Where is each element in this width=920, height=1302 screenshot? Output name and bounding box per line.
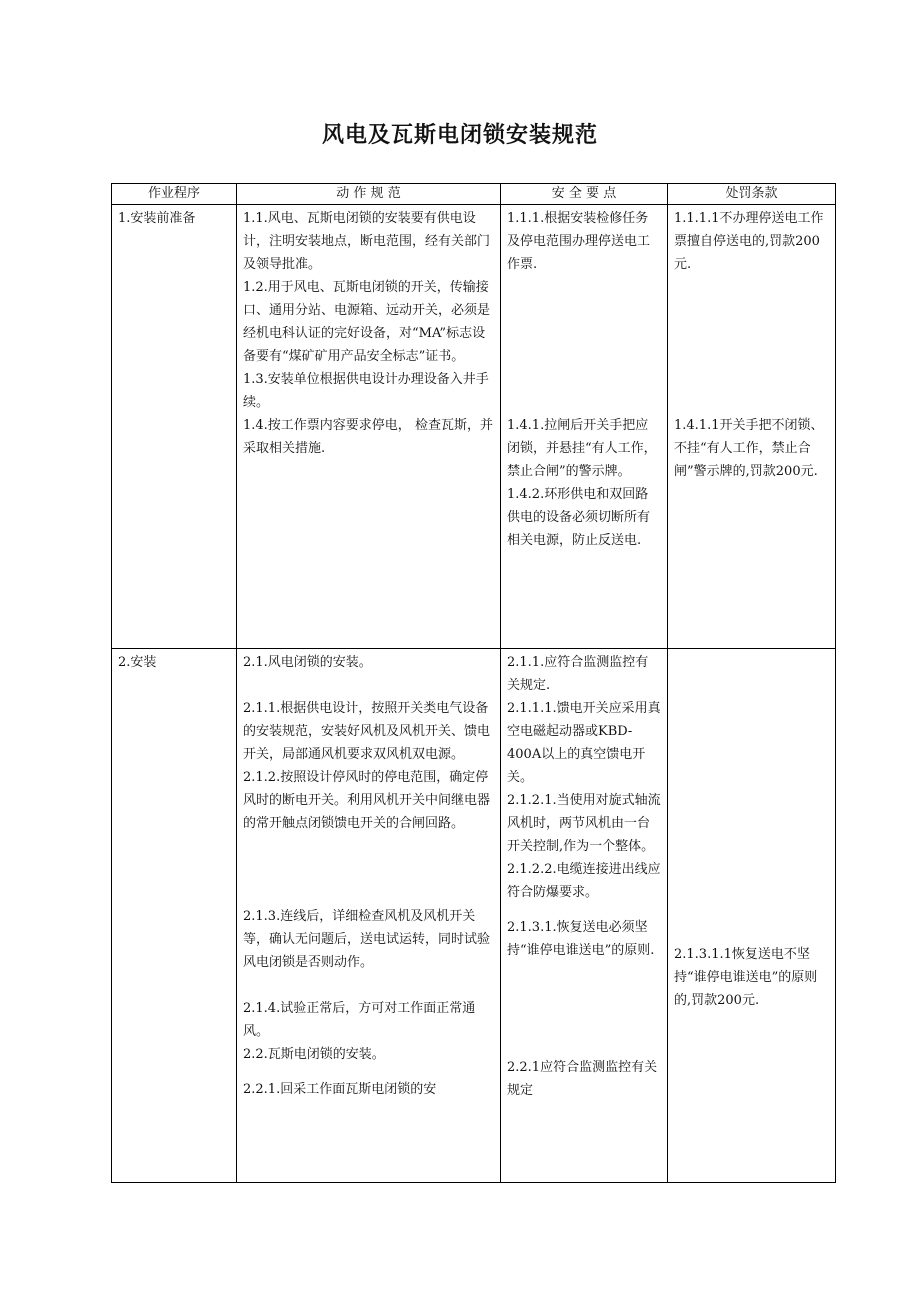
safety-item: 2.1.3.1.恢复送电必须坚持“谁停电谁送电”的原则. <box>507 920 655 958</box>
action-item: 2.1.3.连线后，详细检查风机及风机开关等，确认无问题后，送电试运转，同时试验风电闭锁是否则动作。 <box>243 909 491 970</box>
header-penalty: 处罚条款 <box>668 184 836 205</box>
table-header-row <box>112 184 836 205</box>
safety-cell <box>501 649 668 1183</box>
header-step: 作业程序 <box>112 184 237 205</box>
step-label: 1.安装前准备 <box>118 211 196 226</box>
action-item: 1.4.按工作票内容要求停电， 检查瓦斯，并采取相关措施. <box>243 418 493 456</box>
action-item: 1.1.风电、瓦斯电闭锁的安装要有供电设计，注明安装地点，断电范围，经有关部门及领导批准。 <box>243 211 491 272</box>
safety-cell <box>501 205 668 649</box>
action-item: 2.1.2.按照设计停风时的停电范围，确定停风时的断电开关。利用风机开关中间继电器的常开触点闭锁馈电开关的合闸回路。 <box>243 770 491 831</box>
safety-item: 1.1.1.根据安装检修任务及停电范围办理停送电工作票. <box>507 211 651 272</box>
safety-item: 2.1.1.应符合监测监控有关规定. <box>507 655 649 693</box>
penalty-item: 2.1.3.1.1恢复送电不坚持“谁停电谁送电”的原则的,罚款200元. <box>674 947 818 1008</box>
safety-item: 2.2.1应符合监测监控有关规定 <box>507 1060 658 1098</box>
document-title: 风电及瓦斯电闭锁安装规范 <box>321 123 598 148</box>
penalty-cell <box>668 649 836 1183</box>
action-item: 2.1.4.试验正常后，方可对工作面正常通风。 <box>243 1001 476 1039</box>
safety-item: 2.1.2.1.当使用对旋式轴流风机时，两节风机由一台开关控制,作为一个整体。 <box>507 793 661 854</box>
actions-cell <box>237 649 501 1183</box>
safety-item: 2.1.2.2.电缆连接进出线应符合防爆要求。 <box>507 862 661 900</box>
spec-table <box>111 183 836 1183</box>
table-row <box>112 205 836 649</box>
action-item: 1.3.安装单位根据供电设计办理设备入井手续。 <box>243 372 489 410</box>
actions-cell <box>237 205 501 649</box>
step-cell <box>112 205 237 649</box>
action-item: 2.1.风电闭锁的安装。 <box>243 655 372 670</box>
safety-item: 1.4.2.环形供电和双回路供电的设备必须切断所有相关电源，防止反送电. <box>507 487 651 548</box>
safety-item: 2.1.1.1.馈电开关应采用真空电磁起动器或KBD-400A以上的真空馈电开关。 <box>507 701 661 785</box>
action-item: 1.2.用于风电、瓦斯电闭锁的开关，传输接口、通用分站、电源箱、远动开关，必须是经机电科认证的完好设备，对“MA”标志设备要有“煤矿矿用产品安全标志”证书。 <box>243 280 491 364</box>
header-actions: 动 作 规 范 <box>237 184 501 205</box>
header-safety: 安 全 要 点 <box>501 184 668 205</box>
step-label: 2.安装 <box>118 655 157 670</box>
action-item: 2.1.1.根据供电设计，按照开关类电气设备的安装规范，安装好风机及风机开关、馈电开关，局部通风机要求双风机双电源。 <box>243 701 491 762</box>
penalty-item: 1.4.1.1开关手把不闭锁、不挂“有人工作，禁止合闸”警示牌的,罚款200元. <box>674 418 824 479</box>
table-row <box>112 649 836 1183</box>
action-item: 2.2.1.回采工作面瓦斯电闭锁的安 <box>243 1082 437 1097</box>
safety-item: 1.4.1.拉闸后开关手把应闭锁，并悬挂“有人工作，禁止合闸”的警示牌。 <box>507 418 657 479</box>
penalty-item: 1.1.1.1不办理停送电工作票擅自停送电的,罚款200元. <box>674 211 824 272</box>
penalty-cell <box>668 205 836 649</box>
action-item: 2.2.瓦斯电闭锁的安装。 <box>243 1047 385 1062</box>
step-cell <box>112 649 237 1183</box>
